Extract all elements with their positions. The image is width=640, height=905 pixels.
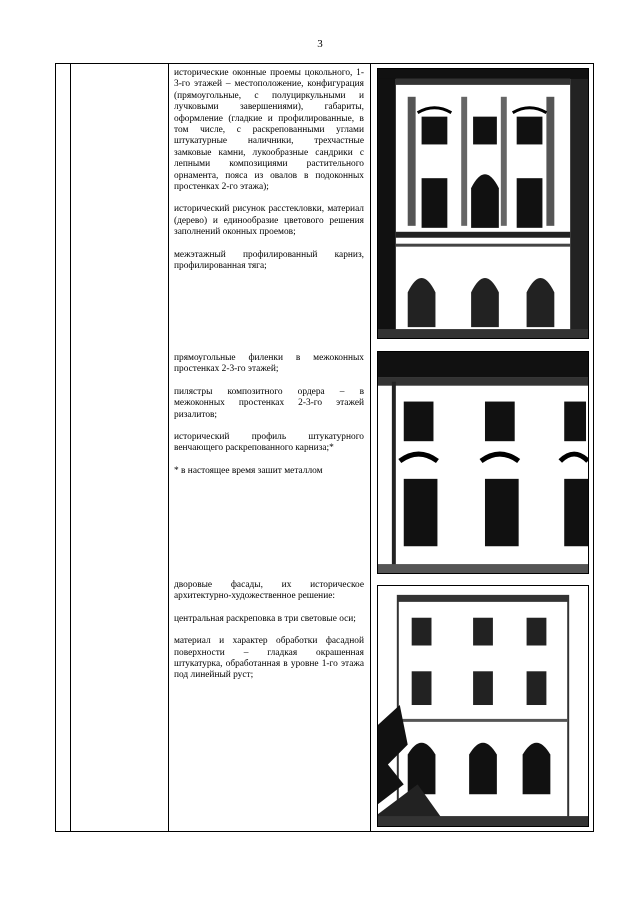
- paragraph: исторические оконные проемы цокольного, 1-3-го этажей – местоположение, конфигурация (прямоугольные, с полуциркульными и лучковыми завершениями), габариты, оформление (гладкие и профилированные, в том числе, с раскрепованными углами штукатурные наличники, трехчастные замковые камни, лукообразные сандрики с лепными композициями растительного орнамента, пояса из овалов в подоконных простенках 2-го этажа);: [174, 68, 364, 193]
- facade-photo-cornice: [377, 351, 589, 574]
- courtyard-facade-photo: [377, 585, 589, 827]
- column-divider: [370, 64, 371, 831]
- description-block-2: [174, 353, 364, 488]
- paragraph: * в настоящее время зашит металлом: [174, 465, 323, 476]
- page-number: 3: [317, 38, 323, 50]
- paragraph: прямоугольные филенки в межоконных простенках 2-3-го этажей;: [174, 353, 364, 375]
- description-block-3: [174, 580, 364, 693]
- description-block-1: [174, 68, 364, 284]
- facade-photo-windows: [377, 68, 589, 339]
- paragraph: исторический профиль штукатурного венчающего раскрепованного карниза;*: [174, 432, 364, 454]
- column-divider: [168, 64, 169, 831]
- paragraph: центральная раскреповка в три световые оси;: [174, 613, 356, 624]
- paragraph: исторический рисунок расстекловки, материал (дерево) и единообразие цветового решения заполнений оконных проемов;: [174, 204, 364, 238]
- heritage-table: [55, 63, 594, 832]
- paragraph: материал и характер обработки фасадной поверхности – гладкая окрашенная штукатурка, обработанная в уровне 1-го этажа под линейный руст;: [174, 636, 364, 681]
- column-divider: [70, 64, 71, 831]
- paragraph: пилястры композитного ордера – в межоконных простенках 2-3-го этажей ризалитов;: [174, 386, 364, 420]
- paragraph: дворовые фасады, их историческое архитектурно-художественное решение:: [174, 580, 364, 602]
- paragraph: межэтажный профилированный карниз, профилированная тяга;: [174, 249, 364, 272]
